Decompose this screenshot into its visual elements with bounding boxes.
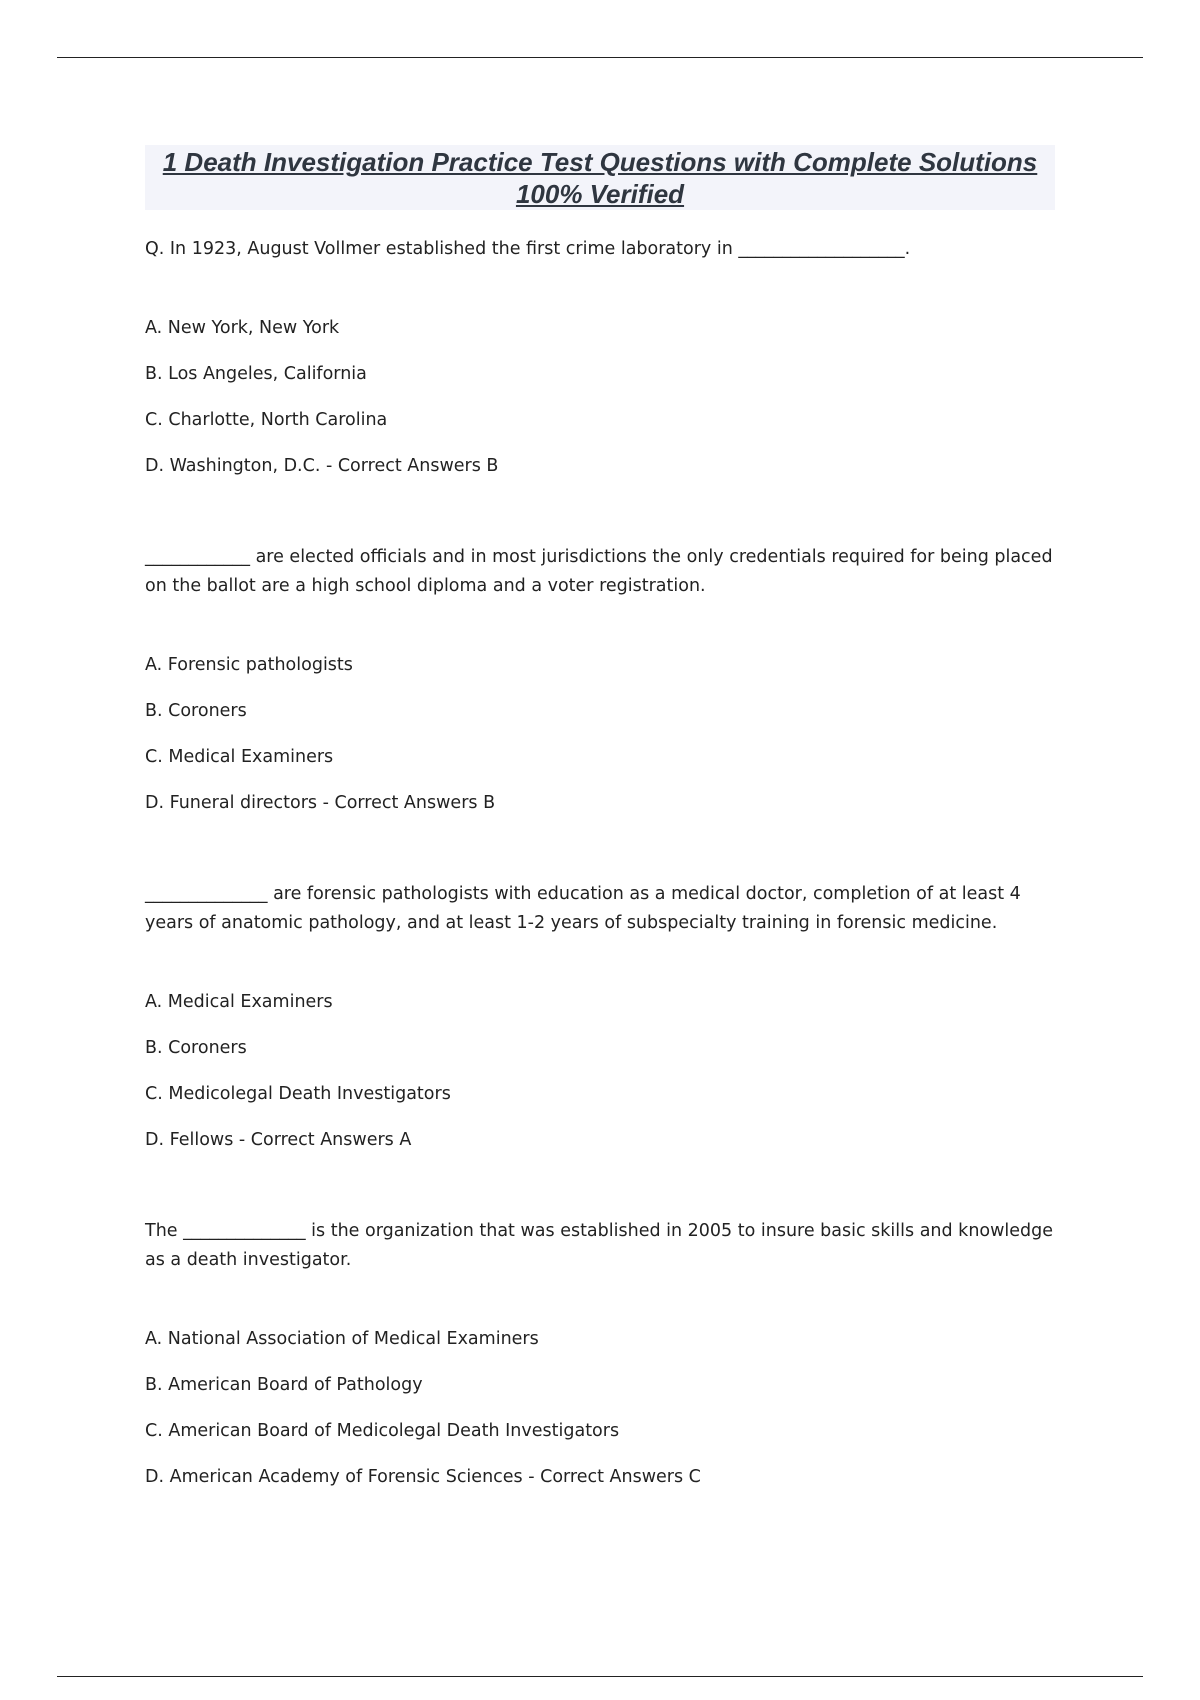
question-2 [145,543,1055,815]
option-c: C. Medical Examiners [145,747,334,767]
title-banner [145,145,1055,210]
option-a: A. National Association of Medical Examiners [145,1329,539,1349]
question-text: ______________ are forensic pathologists with education as a medical doctor, completion of at least 4 years of anatomic pathology, and at least 1-2 years of subspecialty training in forensic medicine. [145,884,1021,933]
option-b: B. Los Angeles, California [145,364,367,384]
option-a: A. Forensic pathologists [145,655,353,675]
option-d: D. Funeral directors - Correct Answers B [145,793,496,813]
option-a: A. New York, New York [145,318,340,338]
question-text: ____________ are elected officials and in most jurisdictions the only credentials required for being placed on the ballot are a high school diploma and a voter registration. [145,547,1053,596]
option-c: C. Charlotte, North Carolina [145,410,388,430]
question-text: The ______________ is the organization that was established in 2005 to insure basic skills and knowledge as a death investigator. [145,1221,1054,1270]
option-d: D. Washington, D.C. - Correct Answers B [145,456,499,476]
option-d: D. American Academy of Forensic Sciences - Correct Answers C [145,1467,701,1487]
question-text: Q. In 1923, August Vollmer established the first crime laboratory in ___________________. [145,239,911,259]
bottom-divider [57,1676,1143,1677]
top-divider [57,57,1143,58]
option-b: B. American Board of Pathology [145,1375,423,1395]
answer-options [145,1327,1055,1489]
option-b: B. Coroners [145,701,247,721]
option-c: C. American Board of Medicolegal Death Investigators [145,1421,620,1441]
question-list [145,235,1055,1554]
answer-options [145,316,1055,478]
option-b: B. Coroners [145,1038,247,1058]
document-title: 1 Death Investigation Practice Test Questions with Complete Solutions 100% Verified [162,147,1038,209]
option-d: D. Fellows - Correct Answers A [145,1130,412,1150]
answer-options [145,990,1055,1152]
option-a: A. Medical Examiners [145,992,333,1012]
answer-options [145,653,1055,815]
question-1 [145,235,1055,478]
option-c: C. Medicolegal Death Investigators [145,1084,451,1104]
question-4 [145,1217,1055,1489]
question-3 [145,880,1055,1152]
